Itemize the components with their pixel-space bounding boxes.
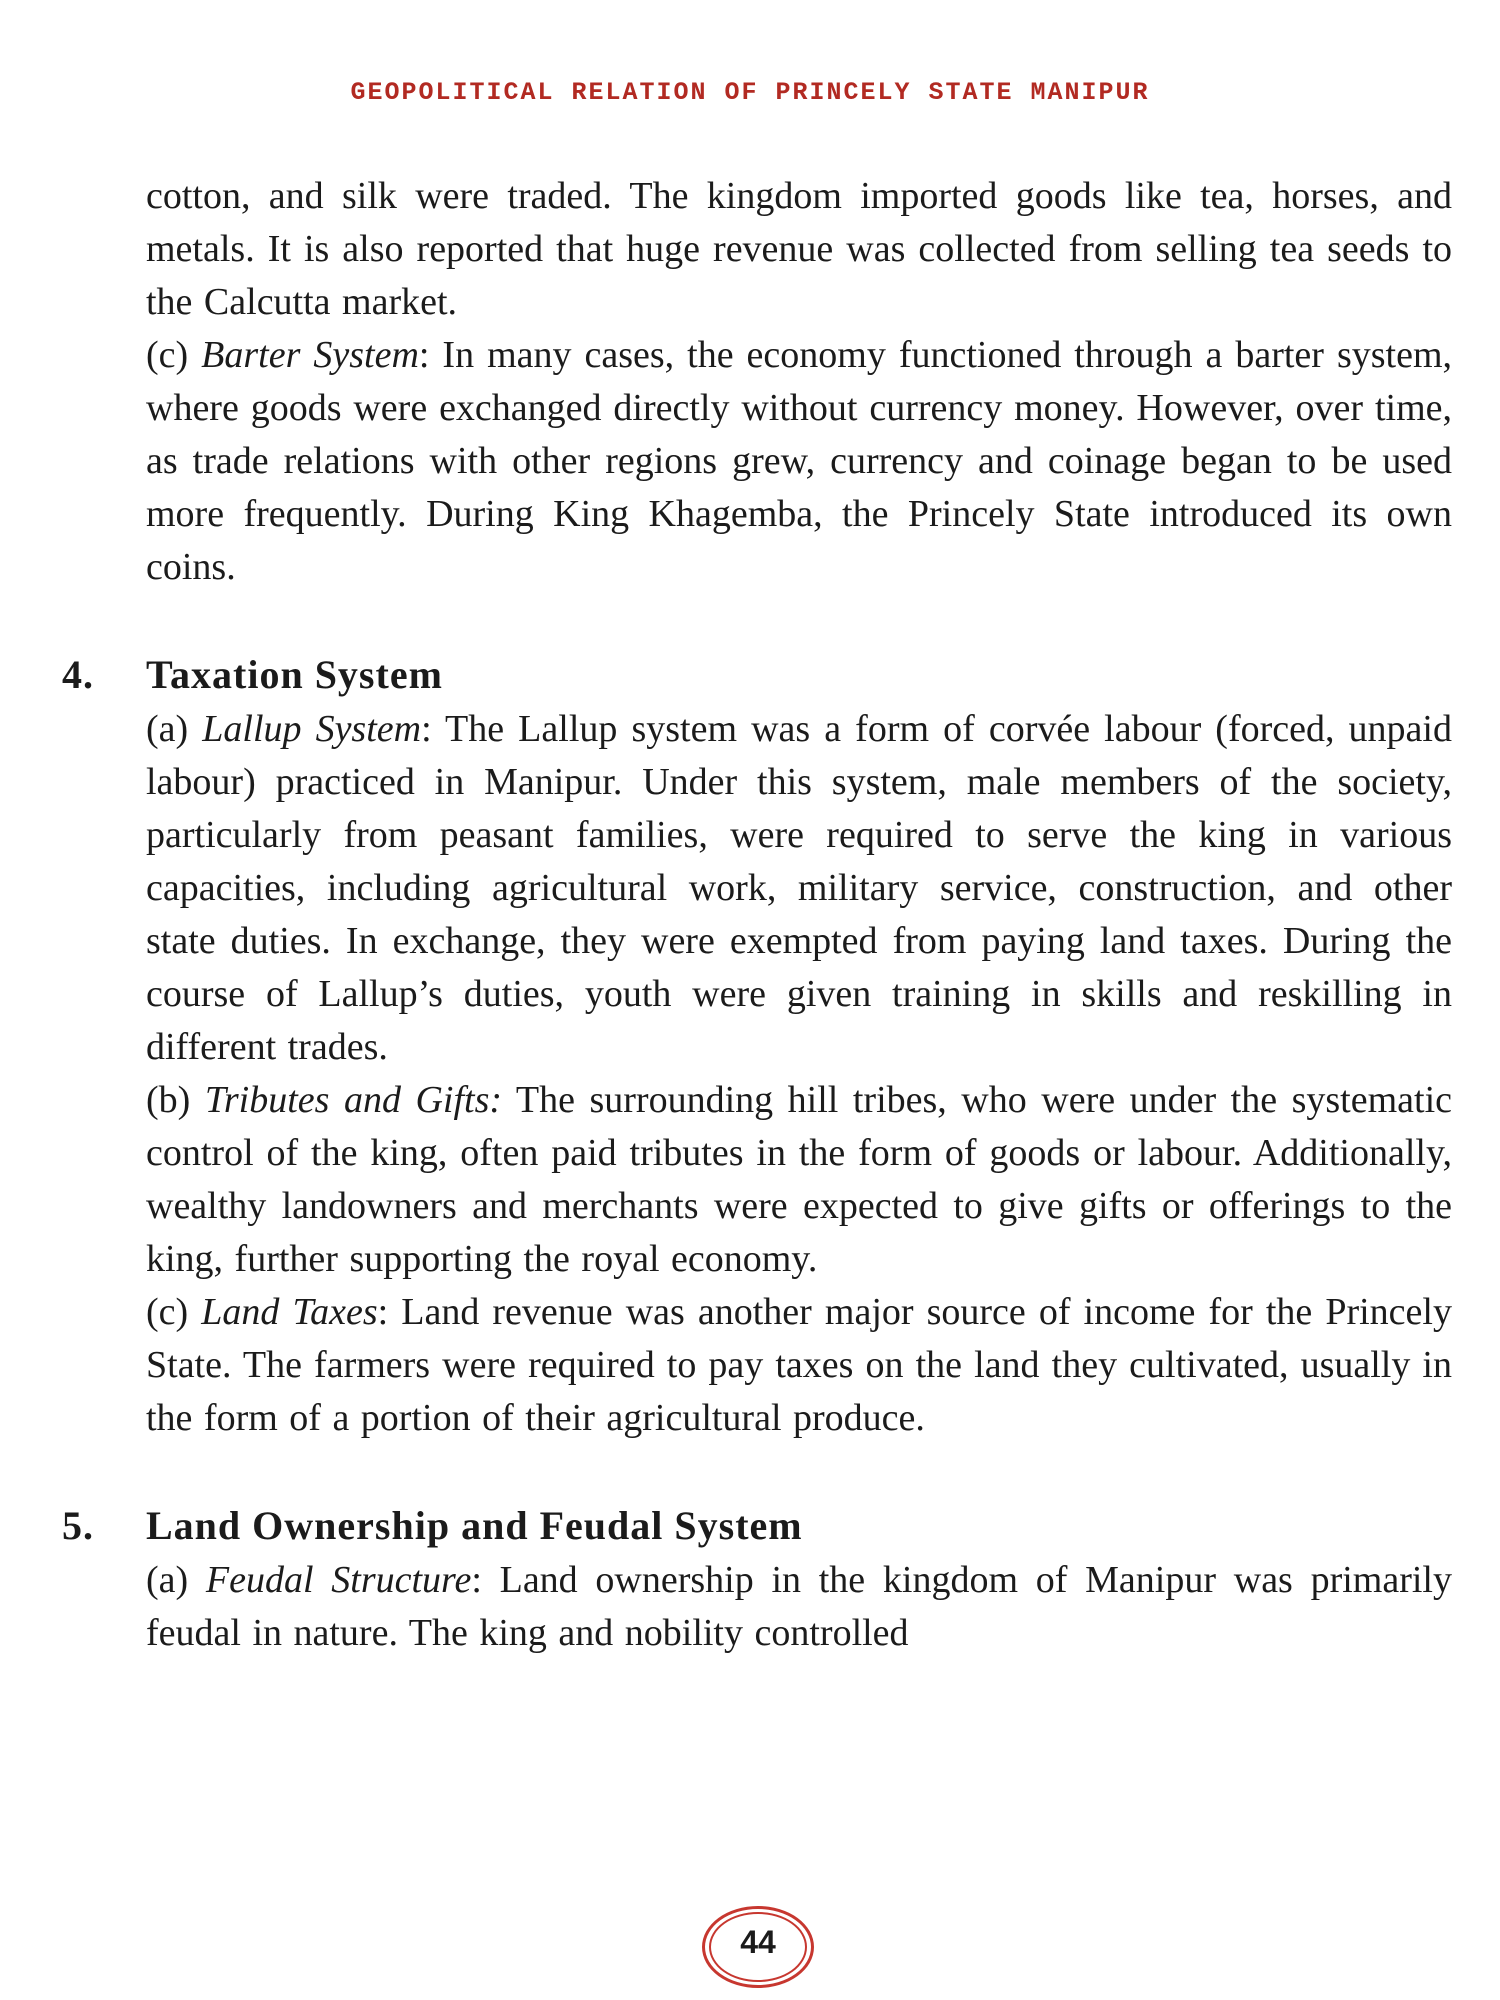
land-taxes-text: : Land revenue was another major source of income for the Princely State. The farmers were required to pay taxes on the land they cultivated, usually in the form of a portion of their agricultural produce. [146, 1291, 1452, 1439]
section-number: 5. [62, 1503, 94, 1548]
barter-term: Barter System [201, 334, 419, 376]
barter-text: : In many cases, the economy functioned through a barter system, where goods were exchanged directly without currency money. However, over time, as trade relations with other regions grew, currency and coinage began to be used more frequently. During King Khagemba, the Princely State introduced its own coins. [146, 334, 1452, 588]
land-ownership-paragraph [62, 1554, 1452, 1660]
section-heading [62, 647, 1452, 703]
lallup-term: Lallup System [202, 708, 422, 750]
section-heading [62, 1498, 1452, 1554]
tributes-text: The surrounding hill tribes, who were under the systematic control of the king, often paid tributes in the form of goods or labour. Additionally, wealthy landowners and merchants were expected to give gifts or offerings to the king, further supporting the royal economy. [146, 1079, 1453, 1280]
continuation-paragraph [62, 170, 1452, 594]
section-title: Taxation System [146, 652, 443, 697]
continuation-text: cotton, and silk were traded. The kingdom imported goods like tea, horses, and metals. It is also reported that huge revenue was collected from selling tea seeds to the Calcutta market. [146, 175, 1452, 323]
land-taxes-label: (c) [146, 1291, 202, 1333]
page-number: 44 [740, 1924, 776, 1960]
section-land-ownership [62, 1498, 1452, 1660]
tributes-label: (b) [146, 1079, 205, 1121]
page-number-badge [702, 1906, 814, 1988]
feudal-term: Feudal Structure [205, 1559, 472, 1601]
barter-label: (c) [146, 334, 202, 376]
page-body [62, 170, 1452, 1660]
section-number: 4. [62, 652, 94, 697]
section-title: Land Ownership and Feudal System [146, 1503, 803, 1548]
feudal-label: (a) [146, 1559, 206, 1601]
taxation-paragraph [62, 703, 1452, 1445]
lallup-text: : The Lallup system was a form of corvée labour (forced, unpaid labour) practiced in Manipur. Under this system, male members of the society, particularly from peasant families, were required to serve the king in various capacities, including agricultural work, military service, construction, and other state duties. In exchange, they were exempted from paying land taxes. During the course of Lallup’s duties, youth were given training in skills and reskilling in different trades. [146, 708, 1452, 1068]
tributes-term: Tributes and Gifts: [204, 1079, 503, 1121]
feudal-text: : Land ownership in the kingdom of Manipur was primarily feudal in nature. The king and nobility controlled [146, 1559, 1452, 1654]
running-header: GEOPOLITICAL RELATION OF PRINCELY STATE MANIPUR [350, 78, 1150, 107]
lallup-label: (a) [146, 708, 203, 750]
section-taxation-system [62, 647, 1452, 1445]
land-taxes-term: Land Taxes [201, 1291, 378, 1333]
